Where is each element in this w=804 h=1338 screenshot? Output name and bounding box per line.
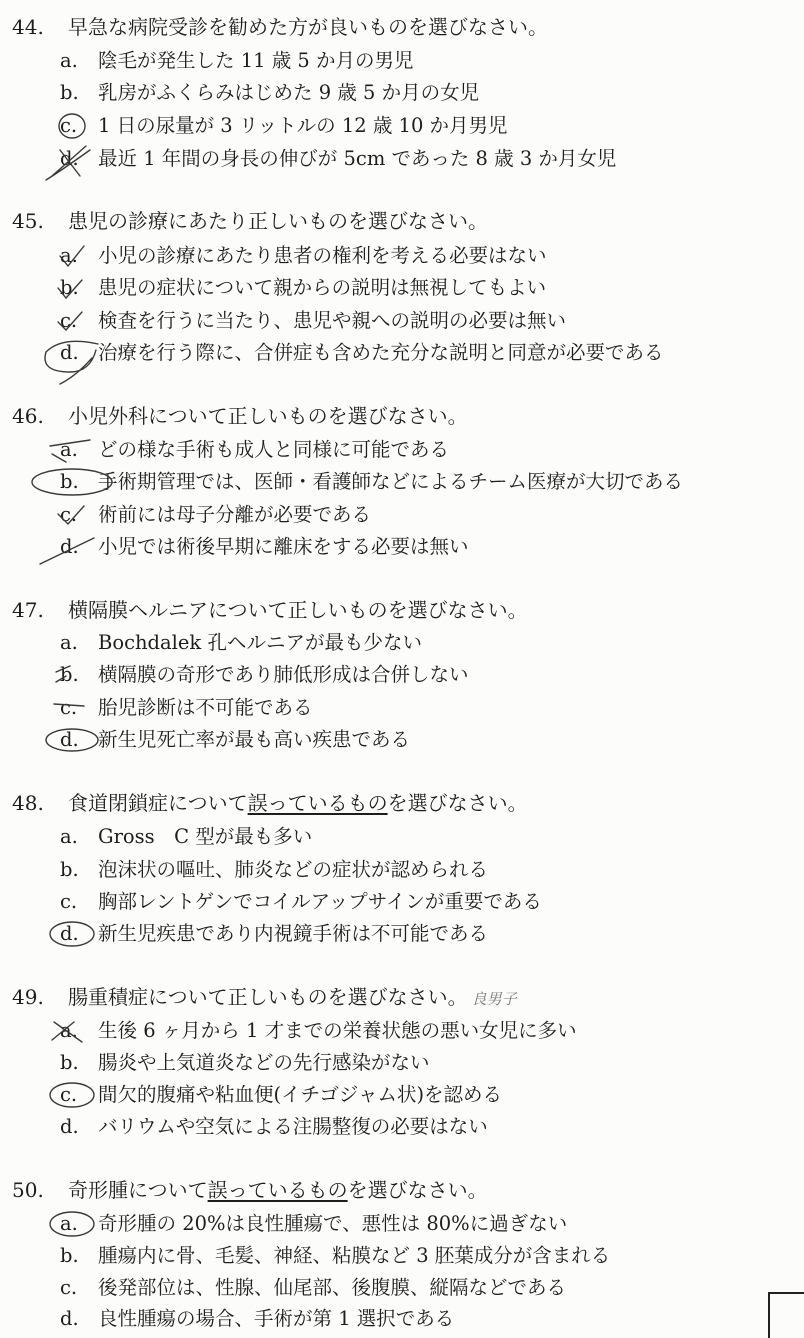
- q44-option-a: [60, 48, 414, 74]
- option-letter: a.: [60, 825, 78, 848]
- question-text-underlined: 誤っているもの: [207, 1178, 348, 1202]
- option-text: 生後 6 ヶ月から 1 才までの栄養状態の悪い女児に多い: [98, 1019, 577, 1042]
- q48-option-b: [60, 857, 488, 883]
- option-text: 新生児死亡率が最も高い疾患である: [98, 728, 411, 751]
- option-letter: b.: [60, 1051, 79, 1074]
- option-letter: c.: [60, 1276, 78, 1299]
- question-text: 小児外科について正しいものを選びなさい。: [68, 404, 468, 428]
- q44-option-d: [60, 146, 616, 172]
- option-letter: d.: [60, 922, 79, 945]
- option-letter: b.: [60, 858, 79, 881]
- option-letter: a.: [60, 1019, 78, 1042]
- option-letter: d.: [60, 147, 79, 170]
- option-text: 腫瘍内に骨、毛髪、神経、粘膜など 3 胚葉成分が含まれる: [98, 1244, 611, 1267]
- option-text: 乳房がふくらみはじめた 9 歳 5 か月の女児: [98, 81, 480, 104]
- option-text: 患児の症状について親からの説明は無視してもよい: [98, 276, 547, 299]
- q50-option-d: [60, 1306, 454, 1332]
- option-letter: a.: [60, 49, 78, 72]
- option-text: 後発部位は、性腺、仙尾部、後腹膜、縦隔などである: [98, 1276, 567, 1299]
- option-letter: d.: [60, 535, 79, 558]
- option-letter: d.: [60, 1307, 79, 1330]
- q49-option-c: [60, 1082, 502, 1108]
- q46-option-b: [60, 469, 683, 495]
- option-text: 術前には母子分離が必要である: [98, 503, 372, 526]
- option-text: 新生児疾患であり内視鏡手術は不可能である: [98, 922, 489, 945]
- question-44-stem: [12, 14, 548, 40]
- question-text: 横隔膜ヘルニアについて正しいものを選びなさい。: [68, 598, 528, 622]
- q44-option-c: [60, 113, 508, 139]
- option-text: 1 日の尿量が 3 リットルの 12 歳 10 か月男児: [98, 114, 508, 137]
- q50-option-b: [60, 1243, 610, 1269]
- question-number: 49.: [12, 985, 44, 1009]
- question-text-pre: 食道閉鎖症について: [68, 791, 248, 815]
- option-letter: b.: [60, 1244, 79, 1267]
- option-text: 陰毛が発生した 11 歳 5 か月の男児: [98, 49, 414, 72]
- option-letter: c.: [60, 696, 78, 719]
- option-letter: c.: [60, 309, 78, 332]
- option-text: 検査を行うに当たり、患児や親への説明の必要は無い: [98, 309, 567, 332]
- question-45-stem: [12, 208, 488, 234]
- question-text: 腸重積症について正しいものを選びなさい。: [68, 985, 468, 1009]
- option-text: 小児の診療にあたり患者の権利を考える必要はない: [98, 244, 547, 267]
- option-text: バリウムや空気による注腸整復の必要はない: [98, 1115, 488, 1138]
- handwritten-note: 良男子: [471, 990, 517, 1008]
- q48-option-a: [60, 824, 312, 850]
- option-letter: c.: [60, 503, 78, 526]
- question-50-stem: [12, 1177, 488, 1203]
- question-number: 47.: [12, 598, 44, 622]
- q46-option-d: [60, 534, 469, 560]
- question-48-stem: [12, 790, 528, 816]
- q50-option-c: [60, 1275, 566, 1301]
- option-text: どの様な手術も成人と同様に可能である: [98, 438, 450, 461]
- q46-option-a: [60, 437, 449, 463]
- question-number: 46.: [12, 404, 44, 428]
- option-letter: d.: [60, 1115, 79, 1138]
- option-letter: d.: [60, 728, 79, 751]
- option-letter: c.: [60, 114, 78, 137]
- q49-option-a: [60, 1018, 577, 1044]
- q49-option-d: [60, 1114, 488, 1140]
- question-number: 50.: [12, 1178, 44, 1202]
- option-text: 横隔膜の奇形であり肺低形成は合併しない: [98, 663, 469, 686]
- option-text: Bochdalek 孔ヘルニアが最も少ない: [98, 631, 422, 654]
- question-49-stem: [12, 984, 517, 1012]
- option-text: 小児では術後早期に離床をする必要は無い: [98, 535, 469, 558]
- q47-option-d: [60, 727, 410, 753]
- q46-option-c: [60, 502, 371, 528]
- question-47-stem: [12, 597, 528, 623]
- option-text: 最近 1 年間の身長の伸びが 5cm であった 8 歳 3 か月女児: [98, 147, 617, 170]
- option-text: 治療を行う際に、合併症も含めた充分な説明と同意が必要である: [98, 341, 664, 364]
- question-number: 45.: [12, 209, 44, 233]
- q47-option-b: [60, 662, 469, 688]
- q45-option-c: [60, 308, 566, 334]
- option-letter: c.: [60, 1083, 78, 1106]
- question-text: 患児の診療にあたり正しいものを選びなさい。: [68, 209, 488, 233]
- option-text: 手術期管理では、医師・看護師などによるチーム医療が大切である: [98, 470, 684, 493]
- q49-option-b: [60, 1050, 430, 1076]
- q48-option-c: [60, 889, 542, 915]
- q45-option-a: [60, 243, 547, 269]
- question-46-stem: [12, 403, 468, 429]
- option-letter: b.: [60, 663, 79, 686]
- option-letter: b.: [60, 276, 79, 299]
- q47-option-a: [60, 630, 422, 656]
- option-letter: a.: [60, 438, 78, 461]
- answer-box-corner: [768, 1292, 804, 1338]
- option-text: 泡沫状の嘔吐、肺炎などの症状が認められる: [98, 858, 489, 881]
- question-text-post: を選びなさい。: [387, 791, 528, 815]
- question-text-underlined: 誤っているもの: [247, 791, 388, 815]
- question-text: 早急な病院受診を勧めた方が良いものを選びなさい。: [68, 15, 548, 39]
- option-letter: a.: [60, 244, 78, 267]
- option-text: 腸炎や上気道炎などの先行感染がない: [98, 1051, 430, 1074]
- question-number: 44.: [12, 15, 44, 39]
- option-letter: b.: [60, 81, 79, 104]
- option-text: 胎児診断は不可能である: [98, 696, 313, 719]
- option-letter: a.: [60, 631, 78, 654]
- option-text: Gross C 型が最も多い: [98, 825, 313, 848]
- option-letter: d.: [60, 341, 79, 364]
- q47-option-c: [60, 695, 313, 721]
- option-letter: c.: [60, 890, 78, 913]
- question-text-pre: 奇形腫について: [68, 1178, 208, 1202]
- option-letter: a.: [60, 1212, 78, 1235]
- q45-option-d: [60, 340, 664, 366]
- q45-option-b: [60, 275, 546, 301]
- question-number: 48.: [12, 791, 44, 815]
- option-letter: b.: [60, 470, 79, 493]
- option-text: 間欠的腹痛や粘血便(イチゴジャム状)を認める: [98, 1083, 503, 1106]
- option-text: 良性腫瘍の場合、手術が第 1 選択である: [98, 1307, 455, 1330]
- option-text: 奇形腫の 20%は良性腫瘍で、悪性は 80%に過ぎない: [98, 1212, 568, 1235]
- q44-option-b: [60, 80, 479, 106]
- q50-option-a: [60, 1211, 567, 1237]
- q48-option-d: [60, 921, 488, 947]
- option-text: 胸部レントゲンでコイルアップサインが重要である: [98, 890, 542, 913]
- question-text-post: を選びなさい。: [347, 1178, 488, 1202]
